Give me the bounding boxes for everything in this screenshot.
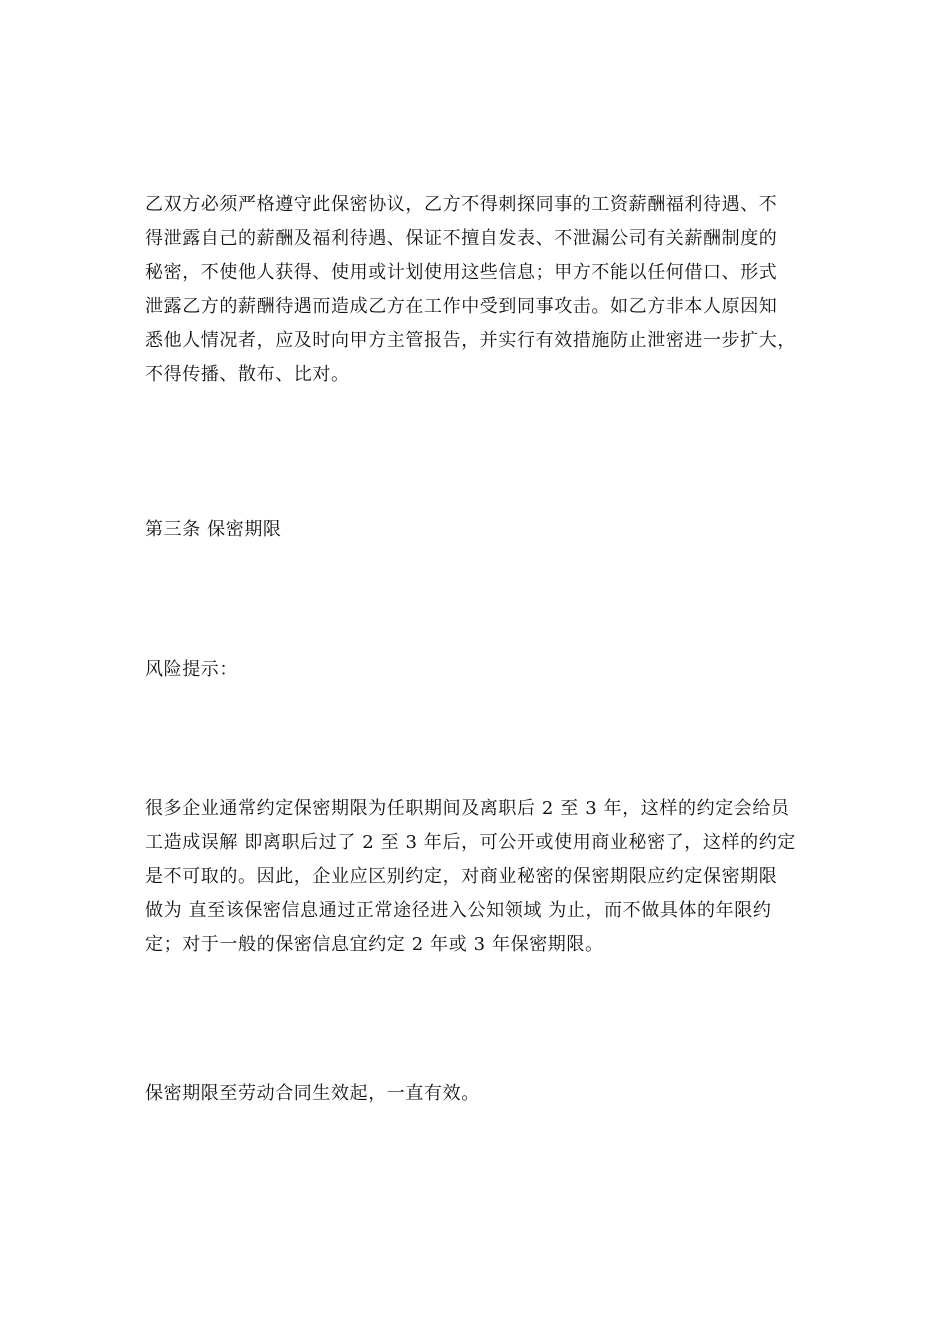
text-line: 保密期限至劳动合同生效起，一直有效。 [145, 1083, 480, 1104]
text-line: 乙双方必须严格遵守此保密协议，乙方不得刺探同事的工资薪酬福利待遇、不 [145, 194, 778, 215]
text-line: 做为 直至该保密信息通过正常途径进入公知领域 为止，而不做具体的年限约 [145, 900, 772, 921]
term-paragraph [145, 1077, 813, 1111]
text-line: 得泄露自己的薪酬及福利待遇、保证不擅自发表、不泄漏公司有关薪酬制度的 [145, 228, 778, 249]
text-line: 是不可取的。因此，企业应区别约定，对商业秘密的保密期限应约定保密期限 [145, 866, 778, 887]
text-line: 工造成误解 即离职后过了 2 至 3 年后，可公开或使用商业秘密了，这样的约定 [145, 832, 796, 853]
text-line: 很多企业通常约定保密期限为任职期间及离职后 2 至 3 年，这样的约定会给员 [145, 798, 790, 819]
text-line: 不得传播、散布、比对。 [145, 364, 350, 385]
confidentiality-paragraph [145, 188, 813, 392]
text-line: 悉他人情况者，应及时向甲方主管报告，并实行有效措施防止泄密进一步扩大， [145, 330, 796, 351]
article-3-heading: 第三条 保密期限 [145, 519, 282, 540]
risk-warning-paragraph [145, 792, 813, 962]
text-line: 秘密，不使他人获得、使用或计划使用这些信息；甲方不能以任何借口、形式 [145, 262, 778, 283]
text-line: 定；对于一般的保密信息宜约定 2 年或 3 年保密期限。 [145, 934, 604, 955]
risk-label-text: 风险提示： [145, 659, 238, 680]
text-line: 泄露乙方的薪酬待遇而造成乙方在工作中受到同事攻击。如乙方非本人原因知 [145, 296, 778, 317]
article-heading [145, 513, 813, 547]
risk-warning-label [145, 653, 813, 687]
